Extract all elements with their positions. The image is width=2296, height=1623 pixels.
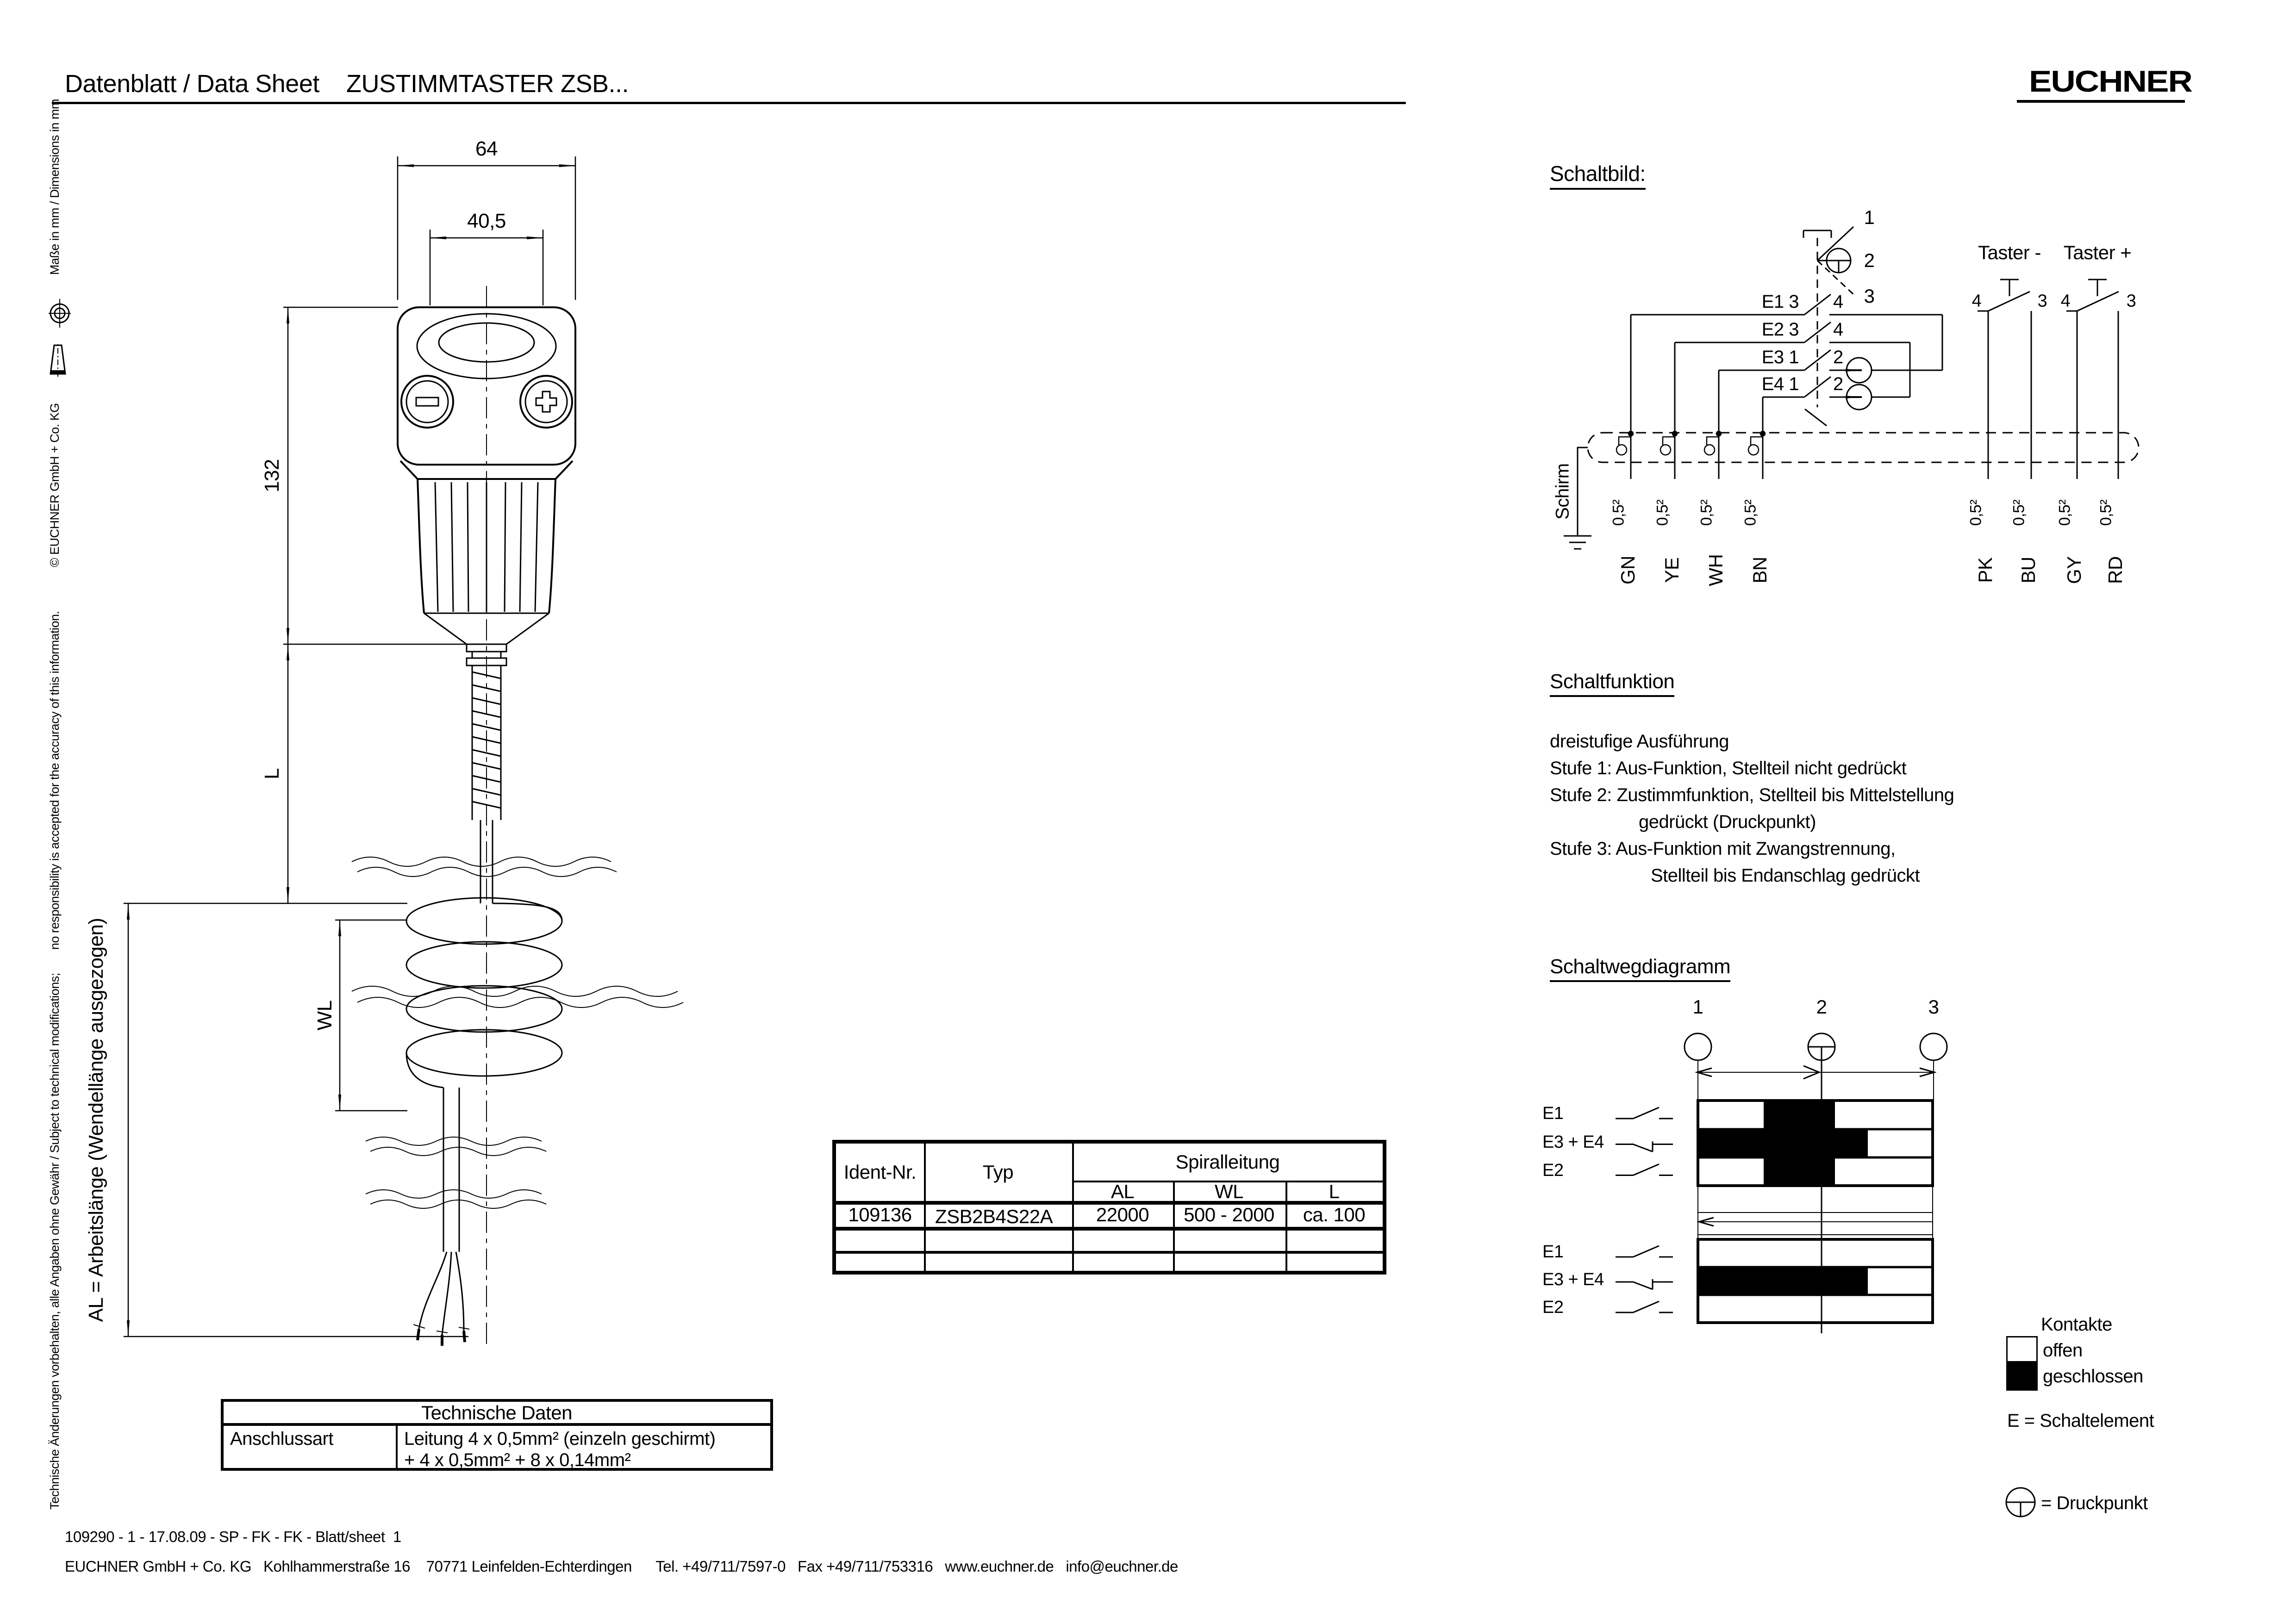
swd-contact-glyph xyxy=(1616,1301,1673,1312)
swd-closed-segment xyxy=(1698,1129,1868,1157)
col-al: AL xyxy=(1111,1181,1135,1202)
druckpunkt-legend-icon xyxy=(2006,1488,2035,1517)
taster-minus-label: Taster - xyxy=(1978,242,2041,263)
projection-cone-icon xyxy=(48,342,68,378)
taster-plus-contact xyxy=(2066,280,2119,479)
taster-plus-term3: 3 xyxy=(2126,291,2136,311)
tech-value-1: Leitung 4 x 0,5mm² (einzeln geschirmt) xyxy=(404,1429,716,1449)
swd-row-label: E1 xyxy=(1542,1104,1564,1123)
minus-button-icon xyxy=(401,376,453,428)
cell-l: ca. 100 xyxy=(1303,1204,1366,1225)
swd-closed-segment xyxy=(1764,1157,1835,1186)
cell-wl: 500 - 2000 xyxy=(1184,1204,1274,1225)
wire-gauge-label: 0,5² xyxy=(2010,499,2028,526)
col-typ: Typ xyxy=(982,1161,1014,1183)
legend-closed-swatch xyxy=(2006,1361,2038,1391)
wire-color-label: WH xyxy=(1705,554,1727,586)
cell-ident: 109136 xyxy=(848,1204,912,1225)
schaltbild-circuit xyxy=(1564,227,2139,549)
device-head xyxy=(398,307,575,465)
footer-doc-id: 109290 - 1 - 17.08.09 - SP - FK - FK - Blatt/sheet 1 xyxy=(65,1528,401,1545)
swd-contact-glyph xyxy=(1616,1279,1673,1289)
dim-al-label: AL = Arbeitslänge (Wendellänge ausgezogen) xyxy=(85,918,107,1322)
header-rule xyxy=(52,102,1406,104)
position-3-label: 3 xyxy=(1864,285,1875,307)
wire-gauge-label: 0,5² xyxy=(1697,499,1716,526)
projection-circle-icon xyxy=(48,293,72,333)
contact-row-terminal: 4 xyxy=(1833,292,1843,312)
schaltfunktion-line: dreistufige Ausführung xyxy=(1550,731,1729,752)
wire-gauge-label: 0,5² xyxy=(1653,499,1672,526)
parts-table xyxy=(832,1140,1386,1275)
contact-row-terminal: 2 xyxy=(1833,374,1843,394)
tech-table xyxy=(221,1399,773,1471)
contact-row-terminal: 4 xyxy=(1833,319,1843,340)
col-l: L xyxy=(1329,1181,1340,1202)
wire-color-label: GY xyxy=(2063,556,2085,584)
cell-al: 22000 xyxy=(1096,1204,1149,1225)
taster-minus-term3: 3 xyxy=(2037,291,2047,311)
legend-open-swatch xyxy=(2006,1336,2038,1364)
strain-relief xyxy=(472,665,501,820)
swd-contact-glyph xyxy=(1616,1142,1673,1152)
note-druckpunkt: = Druckpunkt xyxy=(2041,1493,2148,1513)
swd-pos-1: 1 xyxy=(1692,996,1703,1018)
schaltbild-title: Schaltbild: xyxy=(1550,161,1646,190)
wire-color-label: BN xyxy=(1749,557,1771,584)
logo-underline xyxy=(2017,100,2185,103)
sidebar-legal xyxy=(48,99,64,1510)
swd-row-label: E3 + E4 xyxy=(1542,1132,1604,1152)
note-schaltelement: E = Schaltelement xyxy=(2007,1411,2154,1431)
wire-color-label: GN xyxy=(1617,556,1639,585)
druckpunkt-symbol xyxy=(1827,249,1851,273)
contact-row-label: E4 1 xyxy=(1761,374,1799,394)
sidebar-mods-note: Technische Änderungen vorbehalten, alle Angaben ohne Gewähr / Subject to technical modifications; xyxy=(48,973,62,1510)
sidebar-dim-note: Maße in mm / Dimensions in mm xyxy=(48,99,62,275)
swd-row-label: E1 xyxy=(1542,1242,1564,1262)
dim-l-label: L xyxy=(261,768,283,779)
coiled-cable xyxy=(406,898,562,1252)
swd-pos-3: 3 xyxy=(1928,996,1939,1018)
dim-inner-label: ⁤40,5 xyxy=(467,210,506,232)
taster-plus-term4: 4 xyxy=(2060,291,2071,311)
doc-title: Datenblatt / Data Sheet xyxy=(65,70,319,98)
wire-color-label: BU xyxy=(2017,557,2039,584)
col-spiralleitung: Spiralleitung xyxy=(1175,1151,1280,1173)
taster-minus-contact xyxy=(1978,280,2031,479)
schaltweg-title: Schaltwegdiagramm xyxy=(1550,955,1730,982)
schaltfunktion-line: Stellteil bis Endanschlag gedrückt xyxy=(1651,865,1920,886)
schaltfunktion-line: Stufe 1: Aus-Funktion, Stellteil nicht gedrückt xyxy=(1550,758,1907,778)
product-title: ZUSTIMMTASTER ZSB... xyxy=(346,70,629,98)
col-wl: WL xyxy=(1215,1181,1243,1202)
sidebar-resp-note: no responsibility is accepted for the accuracy of this information. xyxy=(48,611,62,950)
contact-row-label: E2 3 xyxy=(1761,319,1799,340)
wire-gauge-label: 0,5² xyxy=(1610,499,1628,526)
tech-value-2: + 4 x 0,5mm² + 8 x 0,14mm² xyxy=(404,1450,631,1470)
wire-gauge-label: 0,5² xyxy=(1741,499,1759,526)
druckpunkt-position-icon xyxy=(1808,1033,1835,1060)
schirm-label: Schirm xyxy=(1552,463,1573,520)
schaltfunktion-line: Stufe 3: Aus-Funktion mit Zwangstrennung, xyxy=(1550,839,1896,859)
wire-gauge-label: 0,5² xyxy=(1967,499,1985,526)
swd-contact-glyph xyxy=(1616,1164,1673,1175)
contact-row-label: E3 1 xyxy=(1761,347,1799,367)
contact-row-terminal: 2 xyxy=(1833,347,1843,367)
dimension-lines xyxy=(124,156,575,1337)
wire-gauge-label: 0,5² xyxy=(2056,499,2074,526)
contact-row-label: E1 3 xyxy=(1761,292,1799,312)
plus-button-icon xyxy=(520,376,572,428)
legend-open-label: offen xyxy=(2043,1340,2083,1361)
swd-row-label: E2 xyxy=(1542,1298,1564,1317)
schaltfunktion-title: Schaltfunktion xyxy=(1550,670,1674,697)
swd-row-label: E2 xyxy=(1542,1160,1564,1180)
wire-ends xyxy=(413,1252,469,1346)
swd-contact-glyph xyxy=(1616,1107,1673,1119)
footer-company: EUCHNER GmbH + Co. KG Kohlhammerstraße 16 70771 Leinfelden-Echterdingen Tel. +49/711/7597-0 Fax +49/711/753316 www.euchner.de info@euchner.de xyxy=(65,1558,1178,1575)
swd-closed-segment xyxy=(1698,1267,1868,1295)
swd-pos-2: 2 xyxy=(1816,996,1827,1018)
legend-title: Kontakte xyxy=(2041,1314,2112,1335)
col-ident: Ident-Nr. xyxy=(843,1161,917,1183)
dim-132-label: 132 xyxy=(261,459,283,492)
dim-wl-label: WL xyxy=(313,1000,336,1031)
position-1-label: 1 xyxy=(1864,206,1875,228)
swd-row-label: E3 + E4 xyxy=(1542,1270,1604,1289)
sidebar-copyright: © EUCHNER GmbH + Co. KG xyxy=(48,403,62,567)
schaltfunktion-line: Stufe 2: Zustimmfunktion, Stellteil bis Mittelstellung xyxy=(1550,785,1954,805)
swd-contact-glyph xyxy=(1616,1246,1673,1257)
wire-color-label: PK xyxy=(1974,557,1996,583)
device-drawing xyxy=(124,156,683,1347)
schaltfunktion-line: gedrückt (Druckpunkt) xyxy=(1639,812,1816,832)
dim-outer-label: ⁤64 xyxy=(475,137,498,160)
tech-title: Technische Daten xyxy=(421,1402,572,1424)
cell-typ: ZSB2B4S22A xyxy=(935,1206,1053,1227)
legend-closed-label: geschlossen xyxy=(2043,1366,2143,1387)
taster-minus-term4: 4 xyxy=(1972,291,1982,311)
wire-color-label: RD xyxy=(2104,556,2126,584)
wire-color-label: YE xyxy=(1661,557,1683,583)
tech-label: Anschlussart xyxy=(230,1429,333,1449)
position-2-label: 2 xyxy=(1864,249,1875,271)
taster-plus-label: Taster + xyxy=(2063,242,2132,263)
swd-closed-segment xyxy=(1764,1101,1835,1129)
wire-shield-curls xyxy=(1616,431,1765,455)
euchner-logo: EUCHNER xyxy=(2029,64,2192,98)
wire-gauge-label: 0,5² xyxy=(2097,499,2115,526)
cable-shield-oval xyxy=(1588,433,2139,462)
